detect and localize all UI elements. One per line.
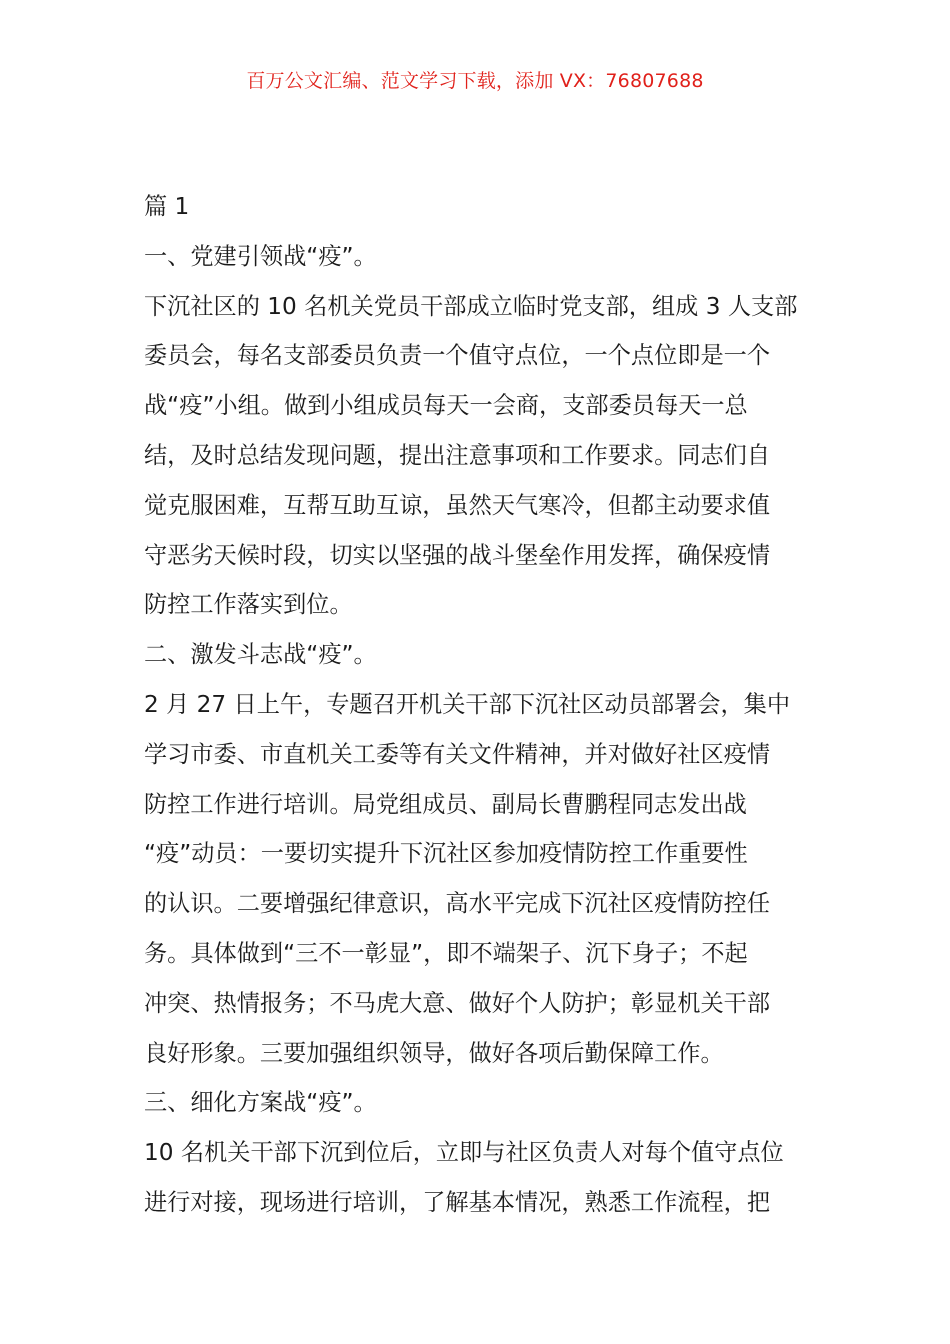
document-body (144, 182, 808, 1228)
heading-1: 一、党建引领战“疫”。 (144, 242, 377, 270)
paragraph-line: “疫”动员：一要切实提升下沉社区参加疫情防控工作重要性 (144, 840, 748, 868)
paragraph-line: 战“疫”小组。做到小组成员每天一会商，支部委员每天一总 (144, 392, 748, 420)
heading-2: 二、激发斗志战“疫”。 (144, 641, 377, 669)
paragraph-line: 下沉社区的 10 名机关党员干部成立临时党支部，组成 3 人支部 (144, 292, 798, 320)
paragraph-line: 的认识。二要增强纪律意识，高水平完成下沉社区疫情防控任 (144, 890, 771, 918)
paragraph-line: 防控工作进行培训。局党组成员、副局长曹鹏程同志发出战 (144, 790, 747, 818)
paragraph-line: 觉克服困难，互帮互助互谅，虽然天气寒冷，但都主动要求值 (144, 491, 771, 519)
paragraph-line: 10 名机关干部下沉到位后，立即与社区负责人对每个值守点位 (144, 1139, 784, 1167)
paragraph-line: 防控工作落实到位。 (144, 591, 353, 619)
paragraph-line: 良好形象。三要加强组织领导，做好各项后勤保障工作。 (144, 1039, 724, 1067)
paragraph-line: 冲突、热情报务；不马虎大意、做好个人防护；彰显机关干部 (144, 989, 771, 1017)
heading-3: 三、细化方案战“疫”。 (144, 1089, 377, 1117)
paragraph-line: 守恶劣天候时段，切实以坚强的战斗堡垒作用发挥，确保疫情 (144, 541, 771, 569)
paragraph-line: 务。具体做到“三不一彰显”，即不端架子、沉下身子；不起 (144, 939, 748, 967)
paragraph-line: 进行对接，现场进行培训，了解基本情况，熟悉工作流程，把 (144, 1188, 771, 1216)
header-note: 百万公文汇编、范文学习下载，添加 VX：76807688 (246, 70, 704, 92)
paragraph-line: 委员会，每名支部委员负责一个值守点位，一个点位即是一个 (144, 342, 771, 370)
paragraph-line: 2 月 27 日上午，专题召开机关干部下沉社区动员部署会，集中 (144, 690, 791, 718)
section-label: 篇 1 (144, 193, 190, 220)
paragraph-line: 学习市委、市直机关工委等有关文件精神，并对做好社区疫情 (144, 740, 771, 768)
paragraph-line: 结，及时总结发现问题，提出注意事项和工作要求。同志们自 (144, 441, 771, 469)
